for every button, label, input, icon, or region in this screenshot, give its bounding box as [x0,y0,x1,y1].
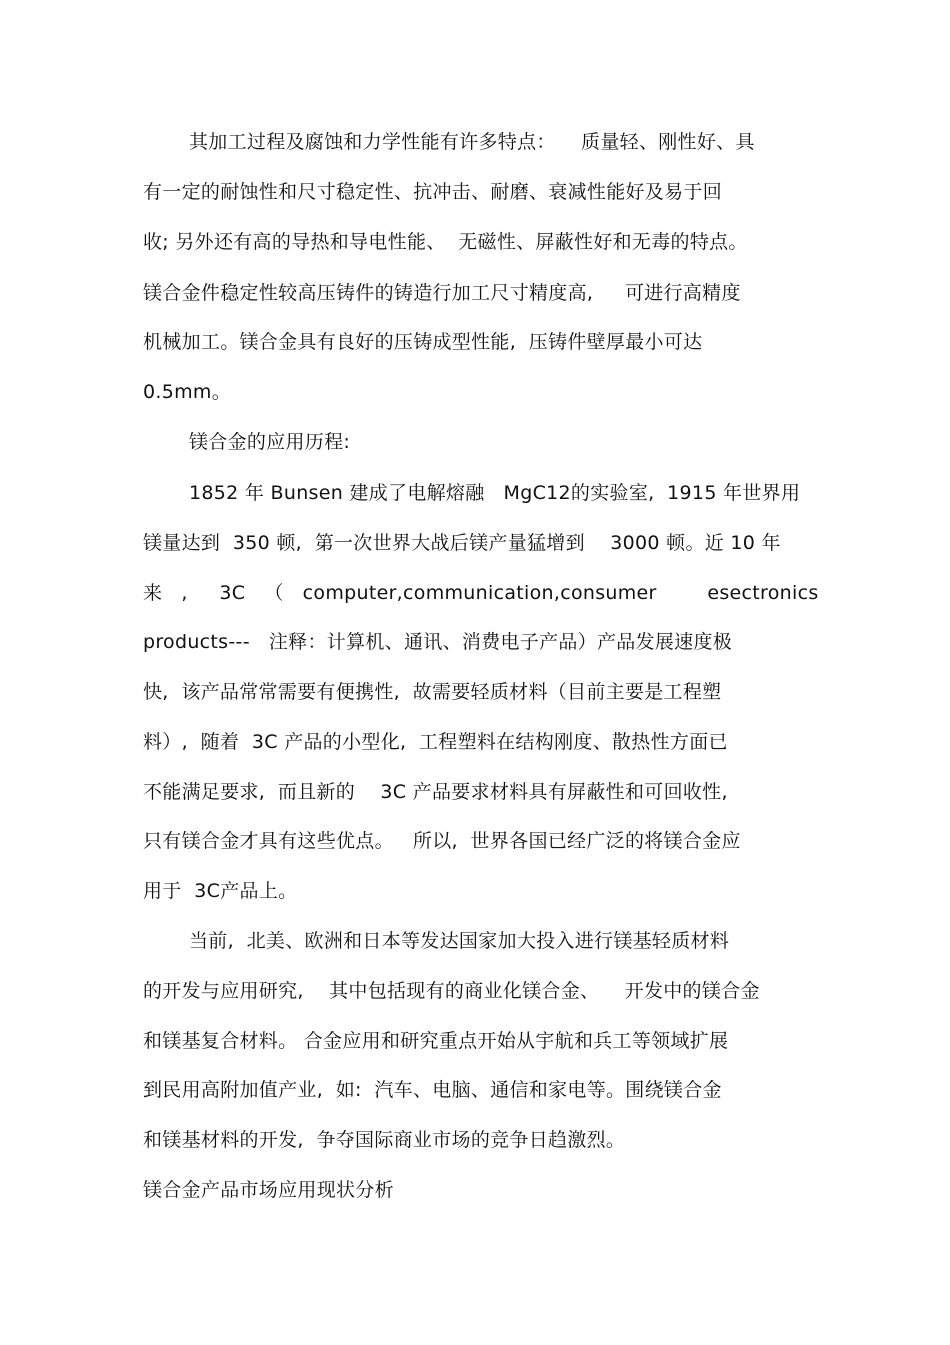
text-line: 0.5mm。 [143,381,232,403]
text-line: 和镁基复合材料。 合金应用和研究重点开始从宇航和兵工等领域扩展 [143,1030,729,1052]
text-line: 的开发与应用研究, 其中包括现有的商业化镁合金、 开发中的镁合金 [143,980,760,1002]
text-line: 到民用高附加值产业, 如: 汽车、电脑、通信和家电等。围绕镁合金 [143,1079,722,1101]
text-line: 不能满足要求, 而且新的 3C 产品要求材料具有屏蔽性和可回收性, [143,781,728,803]
text-line: 有一定的耐蚀性和尺寸稳定性、抗冲击、耐磨、衰减性能好及易于回 [143,181,723,203]
text-line: 料）, 随着 3C 产品的小型化, 工程塑料在结构刚度、散热性方面已 [143,731,728,753]
text-line: 快, 该产品常常需要有便携性, 故需要轻质材料（目前主要是工程塑 [143,681,722,703]
text-line: 收; 另外还有高的导热和导电性能、 无磁性、屏蔽性好和无毒的特点。 [143,231,748,253]
text-line: 镁量达到 350 顿, 第一次世界大战后镁产量猛增到 3000 顿。近 10 年 [143,532,781,554]
text-line: 来 , 3C （ computer,communication,consumer esectronics [143,582,819,604]
text-line: 当前, 北美、欧洲和日本等发达国家加大投入进行镁基轻质材料 [189,930,730,952]
text-line: products--- 注释：计算机、通讯、消费电子产品）产品发展速度极 [143,631,733,653]
text-line: 1852 年 Bunsen 建成了电解熔融 MgC12的实验室, 1915 年世界用 [189,482,801,504]
text-line: 镁合金件稳定性较高压铸件的铸造行加工尺寸精度高, 可进行高精度 [143,282,741,304]
text-line: 机械加工。镁合金具有良好的压铸成型性能, 压铸件壁厚最小可达 [143,331,703,353]
section-heading: 镁合金的应用历程: [189,431,351,453]
text-line: 和镁基材料的开发, 争夺国际商业市场的竞争日趋激烈。 [143,1129,626,1151]
section-heading: 镁合金产品市场应用现状分析 [143,1179,394,1201]
text-line: 只有镁合金才具有这些优点。 所以, 世界各国已经广泛的将镁合金应 [143,830,741,852]
text-line: 其加工过程及腐蚀和力学性能有许多特点： 质量轻、刚性好、具 [189,131,755,153]
text-line: 用于 3C产品上。 [143,880,298,902]
